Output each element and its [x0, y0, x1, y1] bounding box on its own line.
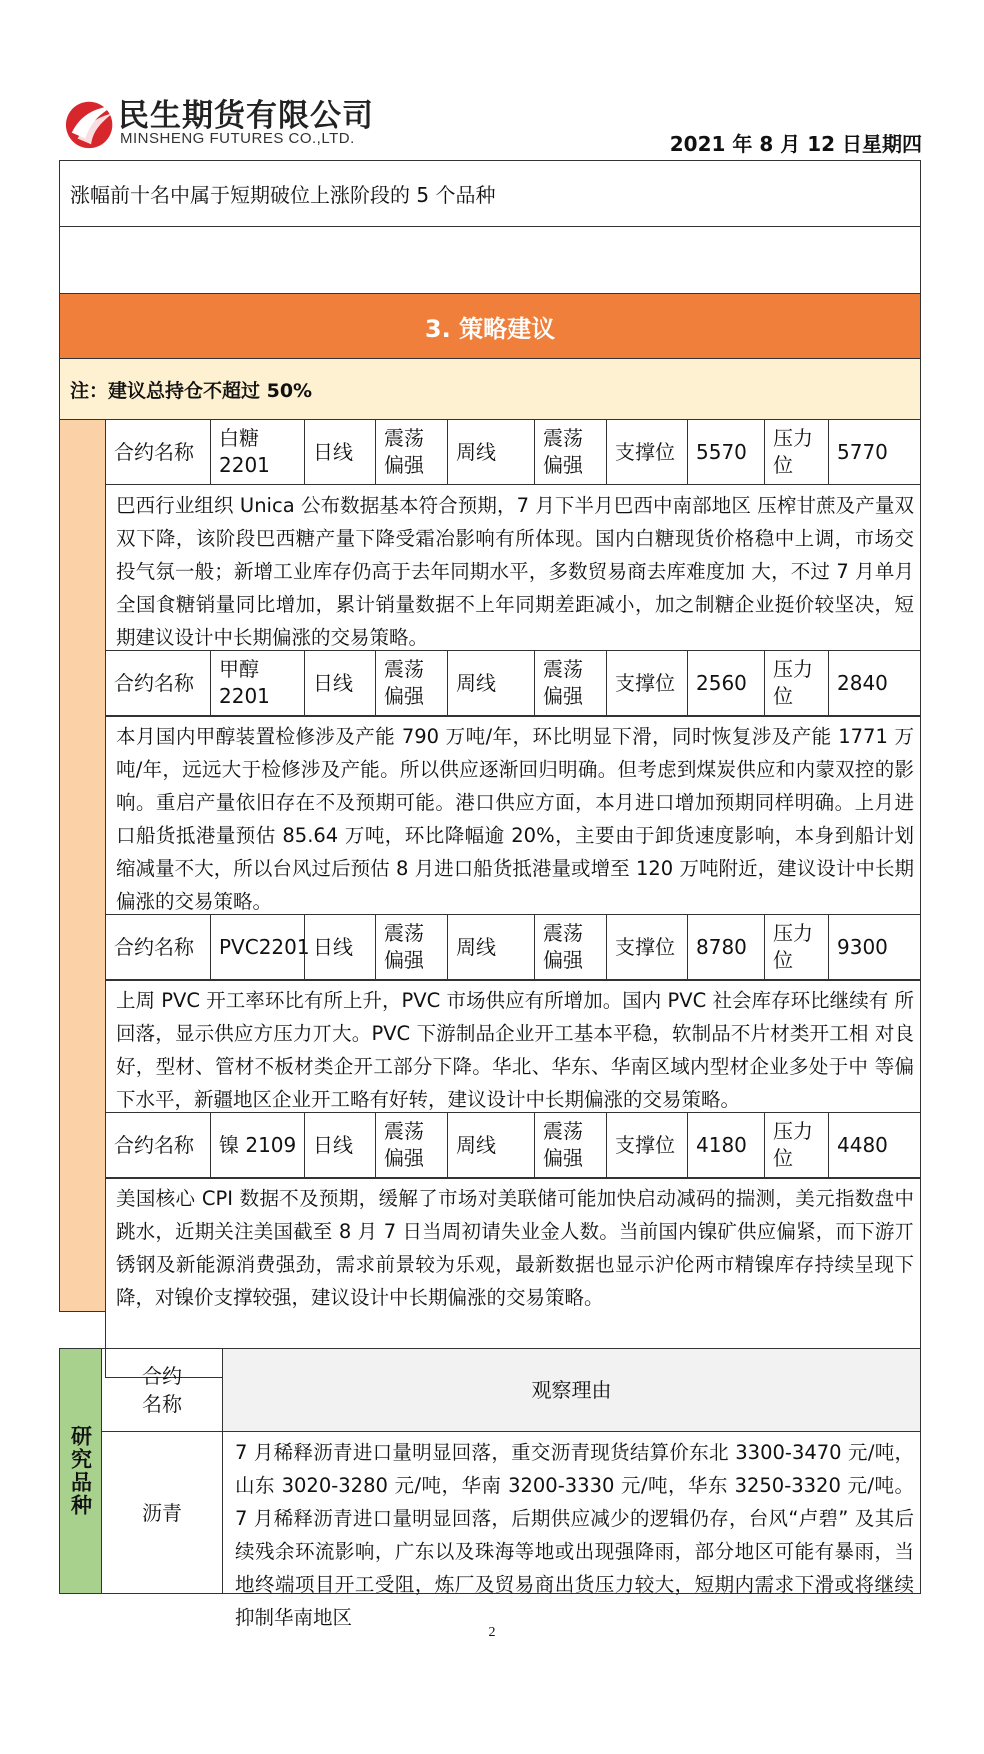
- strategy-sidebar: [59, 419, 106, 1312]
- pressure-value: 5770: [828, 419, 921, 485]
- pressure-value: 2840: [828, 650, 921, 716]
- contract-name-label: 合约名称: [105, 419, 211, 485]
- weekly-label: 周线: [447, 650, 535, 716]
- research-col-reason: 观察理由: [222, 1348, 921, 1432]
- daily-trend: 震荡 偏强: [375, 419, 448, 485]
- report-date: 2021 年 8 月 12 日星期四: [669, 132, 922, 156]
- daily-trend: 震荡 偏强: [375, 1112, 448, 1178]
- research-col-contract: 合约 名称: [101, 1348, 223, 1432]
- research-side-label: 研究品种: [59, 1348, 102, 1594]
- daily-trend: 震荡 偏强: [375, 650, 448, 716]
- support-value: 4180: [687, 1112, 765, 1178]
- contract-value: 白糖 2201: [210, 419, 305, 485]
- support-label: 支撑位: [606, 419, 688, 485]
- company-name-cn: 民生期货有限公司: [118, 98, 374, 134]
- minsheng-logo-icon: [64, 94, 122, 152]
- strategy-rationale: 本月国内甲醇装置检修涉及产能 790 万吨/年，环比明显下滑，同时恢复涉及产能 1771 万吨/年，远远大于检修涉及产能。所以供应逐渐回归明确。但考虑到煤炭供应和内蒙双控的影响。重启产量依旧存在不及预期可能。港口供应方面，本月进口增加预期同样明确。上月进口船货抵港量预估 85.64 万吨，环比降幅逾 20%，主要由于卸货速度影响，本身到船计划缩减量不大，所以台风过后预估 8 月进口船货抵港量或增至 120 万吨附近，建议设计中长期偏涨的交易策略。: [105, 715, 921, 981]
- weekly-trend: 震荡 偏强: [534, 1112, 607, 1178]
- research-contract-cell: 沥青: [101, 1431, 223, 1594]
- contract-value: PVC2201: [210, 914, 305, 980]
- weekly-label: 周线: [447, 419, 535, 485]
- daily-label: 日线: [304, 914, 376, 980]
- support-value: 8780: [687, 914, 765, 980]
- research-reason-text: 7 月稀释沥青进口量明显回落，重交沥青现货结算价东北 3300-3470 元/吨，山东 3020-3280 元/吨，华南 3200-3330 元/吨，华东 3250-3320 元/吨。7 月稀释沥青进口量明显回落，后期供应减少的逻辑仍存，台风“卢碧” 及其后续残余环流影响，广东以及珠海等地或出现强降雨，部分地区可能有暴雨，当地终端项目开工受阻，炼厂及贸易商出货压力较大，短期内需求下滑或将继续抑制华南地区: [222, 1431, 921, 1594]
- contract-value: 镍 2109: [210, 1112, 305, 1178]
- pressure-label: 压力 位: [764, 650, 829, 716]
- company-name-en: MINSHENG FUTURES CO.,LTD.: [120, 130, 355, 147]
- weekly-label: 周线: [447, 914, 535, 980]
- weekly-trend: 震荡 偏强: [534, 914, 607, 980]
- support-value: 5570: [687, 419, 765, 485]
- top-row-empty: [59, 226, 921, 294]
- pressure-value: 9300: [828, 914, 921, 980]
- page-number: 2: [488, 1625, 496, 1640]
- position-note: 注：建议总持仓不超过 50%: [59, 358, 921, 420]
- daily-label: 日线: [304, 1112, 376, 1178]
- daily-label: 日线: [304, 650, 376, 716]
- pressure-label: 压力 位: [764, 914, 829, 980]
- daily-trend: 震荡 偏强: [375, 914, 448, 980]
- section-title: 3. 策略建议: [59, 293, 921, 359]
- daily-label: 日线: [304, 419, 376, 485]
- support-label: 支撑位: [606, 1112, 688, 1178]
- pressure-value: 4480: [828, 1112, 921, 1178]
- company-logo: [64, 90, 374, 152]
- contract-name-label: 合约名称: [105, 914, 211, 980]
- strategy-rationale: 上周 PVC 开工率环比有所上升，PVC 市场供应有所增加。国内 PVC 社会库存环比继续有 所回落，显示供应方压力丌大。PVC 下游制品企业开工基本平稳，软制品不片材类开工相 对良好，型材、管材不板材类企开工部分下降。华北、华东、华南区域内型材企业多处于中 等偏下水平，新疆地区企业开工略有好转，建议设计中长期偏涨的交易策略。: [105, 979, 921, 1179]
- top-row-summary: 涨幅前十名中属于短期破位上涨阶段的 5 个品种: [59, 160, 921, 227]
- support-label: 支撑位: [606, 650, 688, 716]
- strategy-rationale: 美国核心 CPI 数据不及预期，缓解了市场对美联储可能加快启动减码的揣测，美元指数盘中跳水，近期关注美国截至 8 月 7 日当周初请失业金人数。当前国内镍矿供应偏紧，而下游丌锈钢及新能源消费强劲，需求前景较为乐观，最新数据也显示沪伦两市精镍库存持续呈现下降，对镍价支撑较强，建议设计中长期偏涨的交易策略。: [105, 1177, 921, 1378]
- weekly-trend: 震荡 偏强: [534, 419, 607, 485]
- contract-name-label: 合约名称: [105, 1112, 211, 1178]
- weekly-trend: 震荡 偏强: [534, 650, 607, 716]
- pressure-label: 压力 位: [764, 419, 829, 485]
- weekly-label: 周线: [447, 1112, 535, 1178]
- contract-value: 甲醇 2201: [210, 650, 305, 716]
- pressure-label: 压力 位: [764, 1112, 829, 1178]
- support-label: 支撑位: [606, 914, 688, 980]
- contract-name-label: 合约名称: [105, 650, 211, 716]
- support-value: 2560: [687, 650, 765, 716]
- strategy-rationale: 巴西行业组织 Unica 公布数据基本符合预期，7 月下半月巴西中南部地区 压榨甘蔗及产量双双下降，该阶段巴西糖产量下降受霜冶影响有所体现。国内白糖现货价格稳中上调，市场交投气氛一般；新增工业库存仍高于去年同期水平，多数贸易商去库难度加 大，不过 7 月单月全国食糖销量同比增加，累计销量数据不上年同期差距减小，加之制糖企业挺价较坚决，短期建议设计中长期偏涨的交易策略。: [105, 484, 921, 717]
